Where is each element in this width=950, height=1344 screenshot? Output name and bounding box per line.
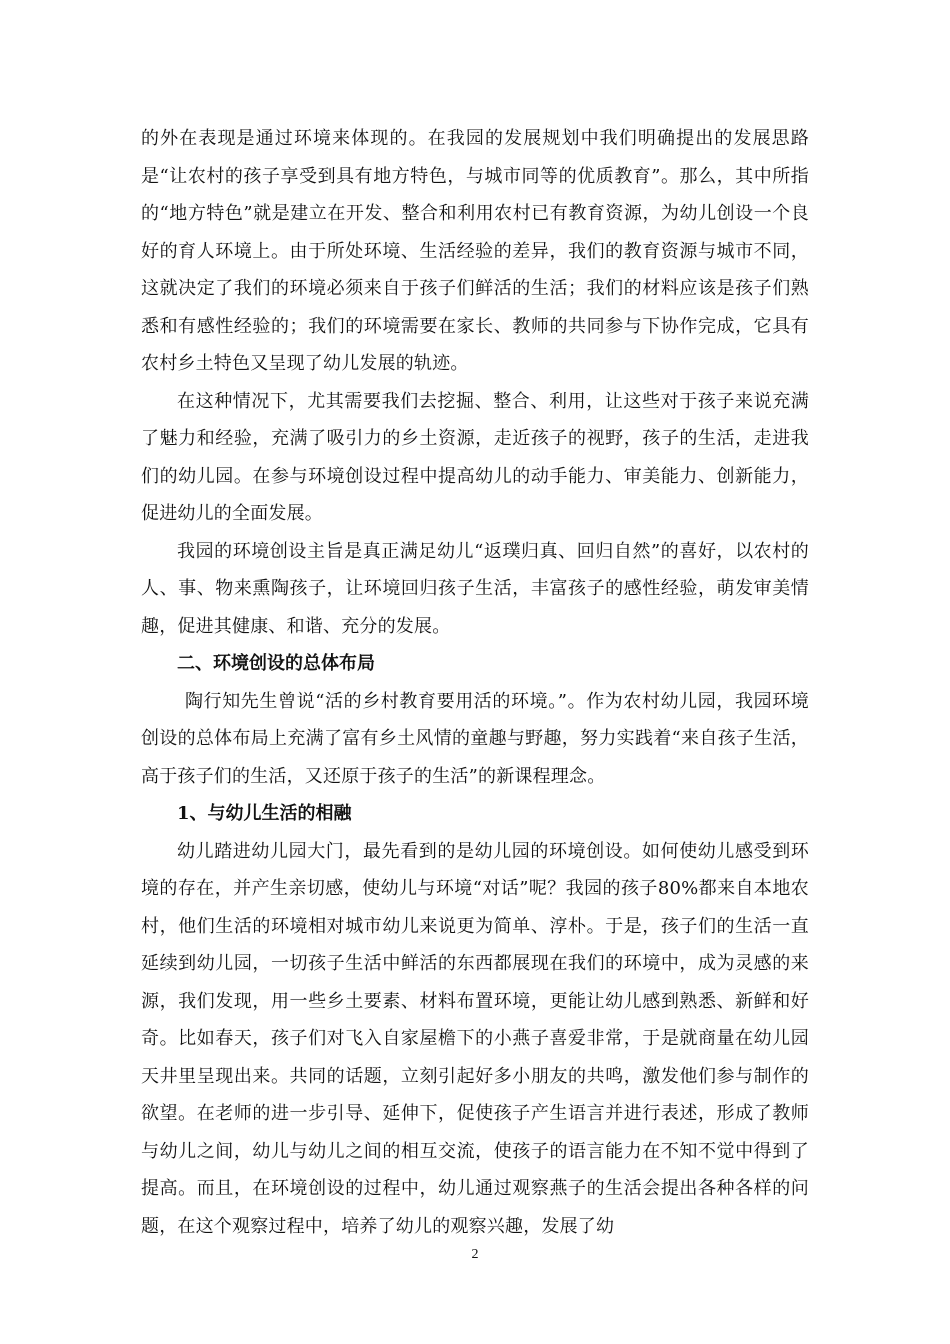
paragraph-environment-purpose: 我园的环境创设主旨是真正满足幼儿“返璞归真、回归自然”的喜好，以农村的人、事、物来熏陶孩子，让环境回归孩子生活，丰富孩子的感性经验，萌发审美情趣，促进其健康、和谐、充分的发展。 bbox=[141, 540, 809, 637]
section-heading-overall-layout: 二、环境创设的总体布局 bbox=[177, 653, 375, 674]
paragraph-children-environment: 幼儿踏进幼儿园大门，最先看到的是幼儿园的环境创设。如何使幼儿感受到环境的存在，并产生亲切感，使幼儿与环境“对话”呢？我园的孩子80%都来自本地农村，他们生活的环境相对城市幼儿来说更为简单、淳朴。于是，孩子们的生活一直延续到幼儿园，一切孩子生活中鲜活的东西都展现在我们的环境中，成为灵感的来源，我们发现，用一些乡土要素、材料布置环境，更能让幼儿感到熟悉、新鲜和好奇。比如春天，孩子们对飞入自家屋檐下的小燕子喜爱非常，于是就商量在幼儿园天井里呈现出来。共同的话题，立刻引起好多小朋友的共鸣，激发他们参与制作的欲望。在老师的进一步引导、延伸下，促使孩子产生语言并进行表述，形成了教师与幼儿之间，幼儿与幼儿之间的相互交流，使孩子的语言能力在不知不觉中得到了提高。而且，在环境创设的过程中，幼儿通过观察燕子的生活会提出各种各样的问题，在这个观察过程中，培养了幼儿的观察兴趣，发展了幼 bbox=[141, 840, 809, 1237]
paragraph-continued: 的外在表现是通过环境来体现的。在我园的发展规划中我们明确提出的发展思路是“让农村的孩子享受到具有地方特色，与城市同等的优质教育”。那么，其中所指的“地方特色”就是建立在开发、整合和利用农村已有教育资源，为幼儿创设一个良好的育人环境上。由于所处环境、生活经验的差异，我们的教育资源与城市不同，这就决定了我们的环境必须来自于孩子们鲜活的生活；我们的材料应该是孩子们熟悉和有感性经验的；我们的环境需要在家长、教师的共同参与下协作完成，它具有农村乡土特色又呈现了幼儿发展的轨迹。 bbox=[141, 128, 809, 374]
page-number: 2 bbox=[471, 1247, 479, 1262]
document-body bbox=[141, 120, 809, 1245]
paragraph-resource-exploration: 在这种情况下，尤其需要我们去挖掘、整合、利用，让这些对于孩子来说充满了魅力和经验，充满了吸引力的乡土资源，走近孩子的视野，孩子的生活，走进我们的幼儿园。在参与环境创设过程中提高幼儿的动手能力、审美能力、创新能力，促进幼儿的全面发展。 bbox=[141, 390, 809, 524]
subsection-heading-life-integration: 1、与幼儿生活的相融 bbox=[177, 803, 352, 824]
paragraph-tao-xingzhi-quote: 陶行知先生曾说“活的乡村教育要用活的环境。”。作为农村幼儿园，我园环境创设的总体布局上充满了富有乡土风情的童趣与野趣，努力实践着“来自孩子生活，高于孩子们的生活，又还原于孩子的生活”的新课程理念。 bbox=[141, 690, 809, 787]
